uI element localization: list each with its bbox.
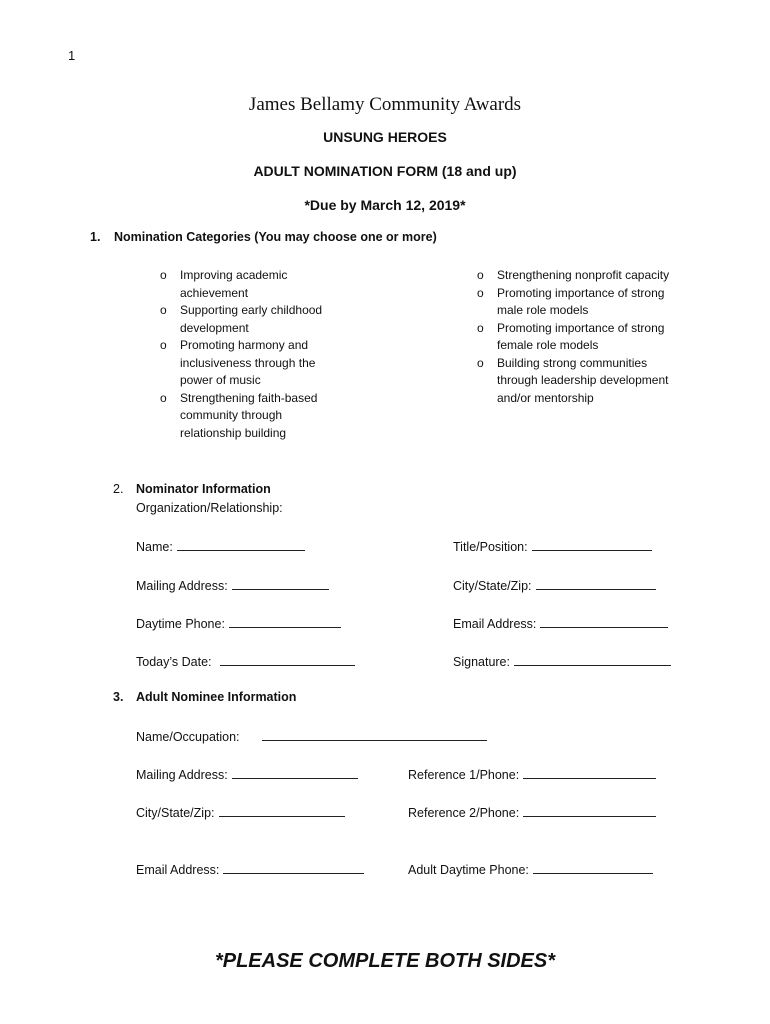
todays-date-field[interactable] xyxy=(136,653,355,669)
circle-bullet-icon: o xyxy=(477,355,484,370)
nominee-city-label: City/State/Zip: xyxy=(136,806,215,820)
nominator-mailing-field[interactable] xyxy=(136,577,329,593)
nominee-email-field[interactable] xyxy=(136,861,364,877)
circle-bullet-icon: o xyxy=(477,268,484,282)
signature-field[interactable] xyxy=(453,653,671,669)
nominator-mailing-line[interactable] xyxy=(232,577,329,590)
adult-phone-label: Adult Daytime Phone: xyxy=(408,863,529,877)
title-position-line[interactable] xyxy=(532,538,652,551)
circle-bullet-icon: o xyxy=(477,285,484,300)
nominator-phone-field[interactable] xyxy=(136,615,341,631)
category-option[interactable] xyxy=(477,355,677,408)
org-title: James Bellamy Community Awards xyxy=(248,94,522,115)
nominee-name-occupation-field[interactable] xyxy=(136,728,487,744)
adult-phone-line[interactable] xyxy=(533,861,653,874)
due-date: *Due by March 12, 2019* xyxy=(304,197,466,213)
program-title: UNSUNG HEROES xyxy=(323,129,447,145)
circle-bullet-icon: o xyxy=(160,303,167,317)
organization-relationship-label: Organization/Relationship: xyxy=(136,501,283,515)
category-label: Supporting early childhood development xyxy=(180,303,323,335)
category-option[interactable] xyxy=(160,302,342,337)
page-number: 1 xyxy=(68,48,76,63)
title-position-field[interactable] xyxy=(453,538,652,554)
reference-2-label: Reference 2/Phone: xyxy=(408,806,520,820)
section-3-heading xyxy=(113,690,296,704)
category-option[interactable] xyxy=(477,285,677,320)
nominee-city-line[interactable] xyxy=(219,804,345,817)
circle-bullet-icon: o xyxy=(160,268,167,282)
category-label: Promoting importance of strong male role models xyxy=(497,285,665,317)
section-1-heading xyxy=(90,230,437,244)
reference-2-field[interactable] xyxy=(408,804,656,820)
section-3-number: 3. xyxy=(113,690,124,704)
title-position-label: Title/Position: xyxy=(453,540,528,554)
section-2-number: 2. xyxy=(113,482,124,496)
nominee-mailing-field[interactable] xyxy=(136,766,358,782)
nominator-name-field[interactable] xyxy=(136,538,305,554)
reference-1-label: Reference 1/Phone: xyxy=(408,768,520,782)
category-label: Promoting harmony and inclusiveness through the power of music xyxy=(180,338,316,387)
category-label: Strengthening nonprofit capacity xyxy=(497,268,670,282)
section-1-title: Nomination Categories (You may choose one or more) xyxy=(114,230,437,244)
nominator-email-field[interactable] xyxy=(453,615,668,631)
nominator-phone-line[interactable] xyxy=(229,615,341,628)
reference-1-line[interactable] xyxy=(523,766,656,779)
category-label: Promoting importance of strong female role models xyxy=(497,320,665,352)
category-option[interactable] xyxy=(160,267,342,302)
section-3-title: Adult Nominee Information xyxy=(136,690,297,704)
category-list-right xyxy=(477,267,677,407)
form-title: ADULT NOMINATION FORM (18 and up) xyxy=(253,163,517,179)
adult-phone-field[interactable] xyxy=(408,861,653,877)
reference-1-field[interactable] xyxy=(408,766,656,782)
nominee-email-label: Email Address: xyxy=(136,863,220,877)
signature-line[interactable] xyxy=(514,653,671,666)
circle-bullet-icon: o xyxy=(160,338,167,352)
category-option[interactable] xyxy=(477,267,677,285)
nominee-email-line[interactable] xyxy=(223,861,364,874)
todays-date-label: Today’s Date: xyxy=(136,655,212,669)
nominator-city-line[interactable] xyxy=(536,577,656,590)
reference-2-line[interactable] xyxy=(523,804,656,817)
category-option[interactable] xyxy=(477,320,677,355)
nominator-name-line[interactable] xyxy=(177,538,305,551)
nominee-city-field[interactable] xyxy=(136,804,345,820)
circle-bullet-icon: o xyxy=(477,320,484,335)
section-2-heading xyxy=(113,482,271,496)
nominator-city-field[interactable] xyxy=(453,577,656,593)
category-label: Building strong communities through leadership development and/or mentorship xyxy=(497,355,669,405)
section-2-title: Nominator Information xyxy=(136,482,271,496)
todays-date-line[interactable] xyxy=(220,653,355,666)
section-1-number: 1. xyxy=(90,230,101,244)
category-list-left xyxy=(160,267,342,442)
category-label: Strengthening faith-based community through relationship building xyxy=(180,390,318,440)
category-option[interactable] xyxy=(160,337,342,390)
nominator-mailing-label: Mailing Address: xyxy=(136,579,228,593)
nominee-mailing-line[interactable] xyxy=(232,766,358,779)
signature-label: Signature: xyxy=(453,655,510,669)
nominator-email-label: Email Address: xyxy=(453,617,537,631)
nominee-mailing-label: Mailing Address: xyxy=(136,768,228,782)
complete-both-sides-note: *PLEASE COMPLETE BOTH SIDES* xyxy=(214,950,556,972)
nominee-name-occupation-line[interactable] xyxy=(262,728,487,741)
nominator-city-label: City/State/Zip: xyxy=(453,579,532,593)
nominee-name-occupation-label: Name/Occupation: xyxy=(136,730,240,744)
category-label: Improving academic achievement xyxy=(180,268,288,300)
nominator-name-label: Name: xyxy=(136,540,173,554)
circle-bullet-icon: o xyxy=(160,390,167,405)
nominator-email-line[interactable] xyxy=(540,615,668,628)
nominator-phone-label: Daytime Phone: xyxy=(136,617,225,631)
category-option[interactable] xyxy=(160,390,342,443)
